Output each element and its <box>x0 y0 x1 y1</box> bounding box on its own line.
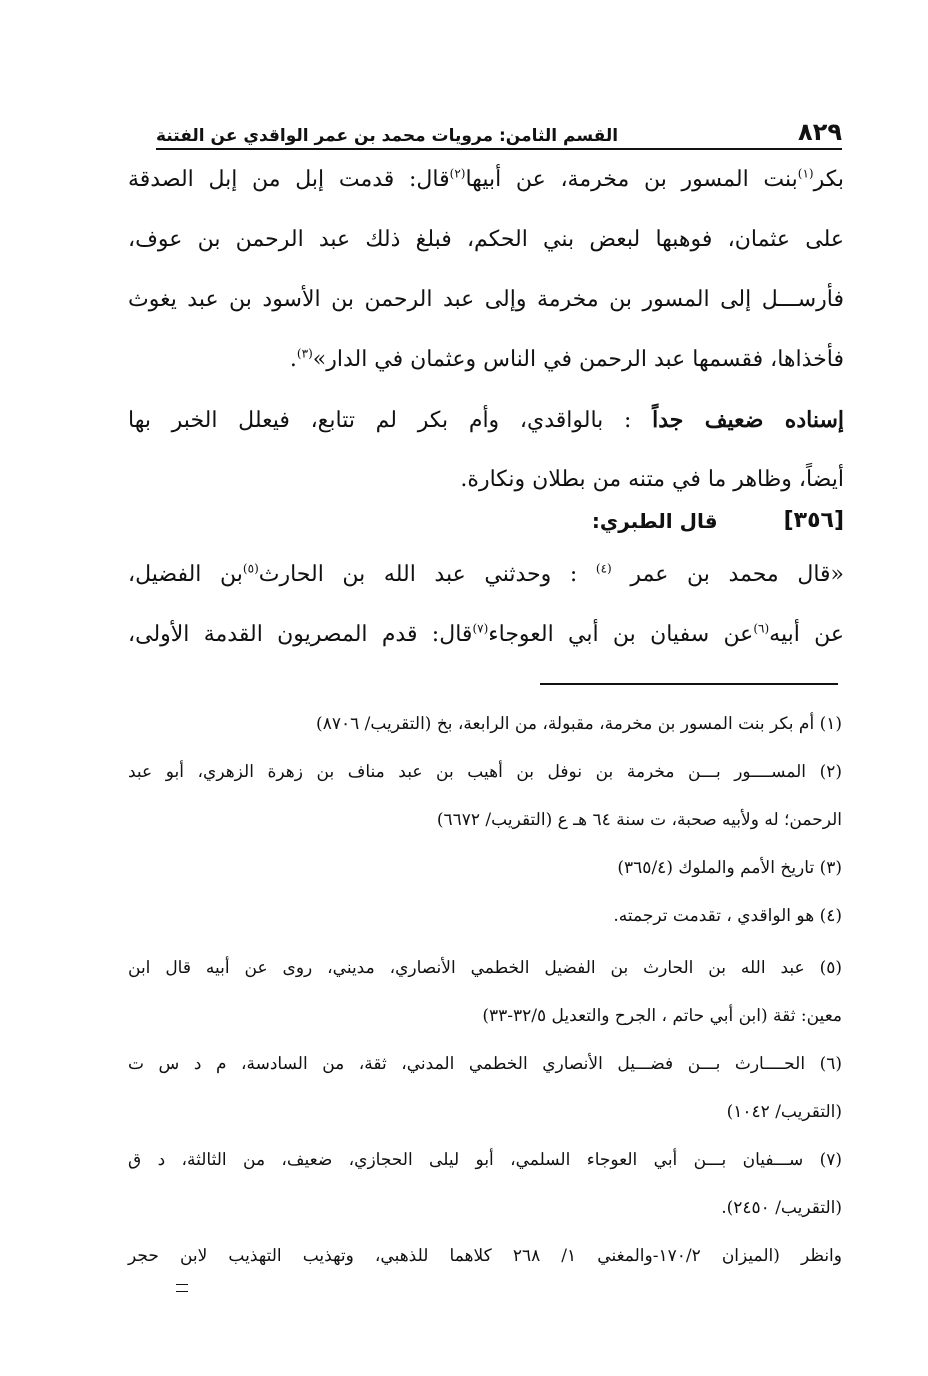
section-number: [٣٥٦] <box>783 508 844 533</box>
footnote-7-cont: (التقريب/ ٢٤٥٠). <box>721 1198 842 1218</box>
footnote-ref: (٣) <box>296 346 313 361</box>
section-title: قال الطبري: <box>591 509 718 533</box>
main-text-bottom <box>128 545 844 665</box>
footnote-2-cont: الرحمن؛ له ولأبيه صحبة، ت سنة ٦٤ هـ ع (التقريب/ ٦٦٧٢) <box>436 810 842 830</box>
footnote-ref: (٥) <box>242 561 259 576</box>
page-number: ٨٢٩ <box>798 118 842 146</box>
footnote-2: (٢) المســــور بـــن مخرمة بن نوفل بن أهيب بن عبد مناف بن زهرة الزهري، أبو عبد <box>128 762 842 782</box>
main-text-top <box>128 150 844 510</box>
footnote-ref: (٧) <box>472 621 489 636</box>
isnad-judgement: إسناده ضعيف جداً <box>652 407 845 433</box>
footnote-7-cont: وانظر (الميزان ١٧٠/٢-والمغني ١/ ٢٦٨ كلاهما للذهبي، وتهذيب التهذيب لابن حجر <box>128 1246 842 1266</box>
text-line: فأخذاها، فقسمها عبد الرحمن في الناس وعثمان في الدار»$^{(٣)}$. <box>289 346 844 372</box>
text-line: على عثمان، فوهبها لبعض بني الحكم، فبلغ ذلك عبد الرحمن بن عوف، <box>128 227 844 252</box>
text-line: إسناده ضعيف جداً : بالواقدي، وأم بكر لم تتابع، فيعلل الخبر بها <box>128 407 845 433</box>
footnote-6: (٦) الحــــارث بـــن فضـــيل الأنصاري الخطمي المدني، ثقة، من السادسة، م د س ت <box>128 1054 842 1074</box>
footnote-ref: (٤) <box>595 561 612 576</box>
footnote-5: (٥) عبد الله بن الحارث بن الفضيل الخطمي الأنصاري، مديني، روى عن أبيه قال ابن <box>128 958 842 978</box>
text-line: أيضاً، وظاهر ما في متنه من بطلان ونكارة. <box>460 467 844 492</box>
footnote-5-cont: معين: ثقة (ابن أبي حاتم ، الجرح والتعديل ٣٢/٥-٣٣) <box>482 1006 842 1026</box>
footnote-ref: (١) <box>797 166 814 181</box>
footnote-ref: (٢) <box>449 166 466 181</box>
footnote-1: (١) أم بكر بنت المسور بن مخرمة، مقبولة، من الرابعة، بخ (التقريب/ ٨٧٠٦) <box>316 714 842 734</box>
text-line: «قال محمد بن عمر $^{(٤)}$ : وحدثني عبد الله بن الحارث$^{(٥)}$بن الفضيل، <box>128 561 844 587</box>
text-line: بكر$^{(١)}$بنت المسور بن مخرمة، عن أبيها$^{(٢)}$قال: قدمت إبل من إبل الصدقة <box>128 166 844 192</box>
footnote-ref: (٦) <box>753 621 770 636</box>
continuation-mark <box>176 1284 188 1292</box>
text-line: عن أبيه$^{(٦)}$عن سفيان بن أبي العوجاء$^{(٧)}$قال: قدم المصريون القدمة الأولى، <box>128 621 845 647</box>
footnote-separator <box>540 683 838 685</box>
section-heading <box>592 496 844 546</box>
text-line: فأرســـل إلى المسور بن مخرمة وإلى عبد الرحمن بن الأسود بن عبد يغوث <box>128 287 844 312</box>
footnote-4: (٤) هو الواقدي ، تقدمت ترجمته. <box>613 906 842 926</box>
footnote-3: (٣) تاريخ الأمم والملوك (٣٦٥/٤) <box>617 858 842 878</box>
footnote-6-cont: (التقريب/ ١٠٤٢) <box>726 1102 842 1122</box>
footnote-7: (٧) ســـفيان بـــن أبي العوجاء السلمي، أبو ليلى الحجازي، ضعيف، من الثالثة، د ق <box>128 1150 842 1170</box>
header-title: القسم الثامن: مرويات محمد بن عمر الواقدي عن الفتنة <box>156 126 619 146</box>
footnotes <box>128 700 842 1280</box>
running-header <box>156 112 842 150</box>
